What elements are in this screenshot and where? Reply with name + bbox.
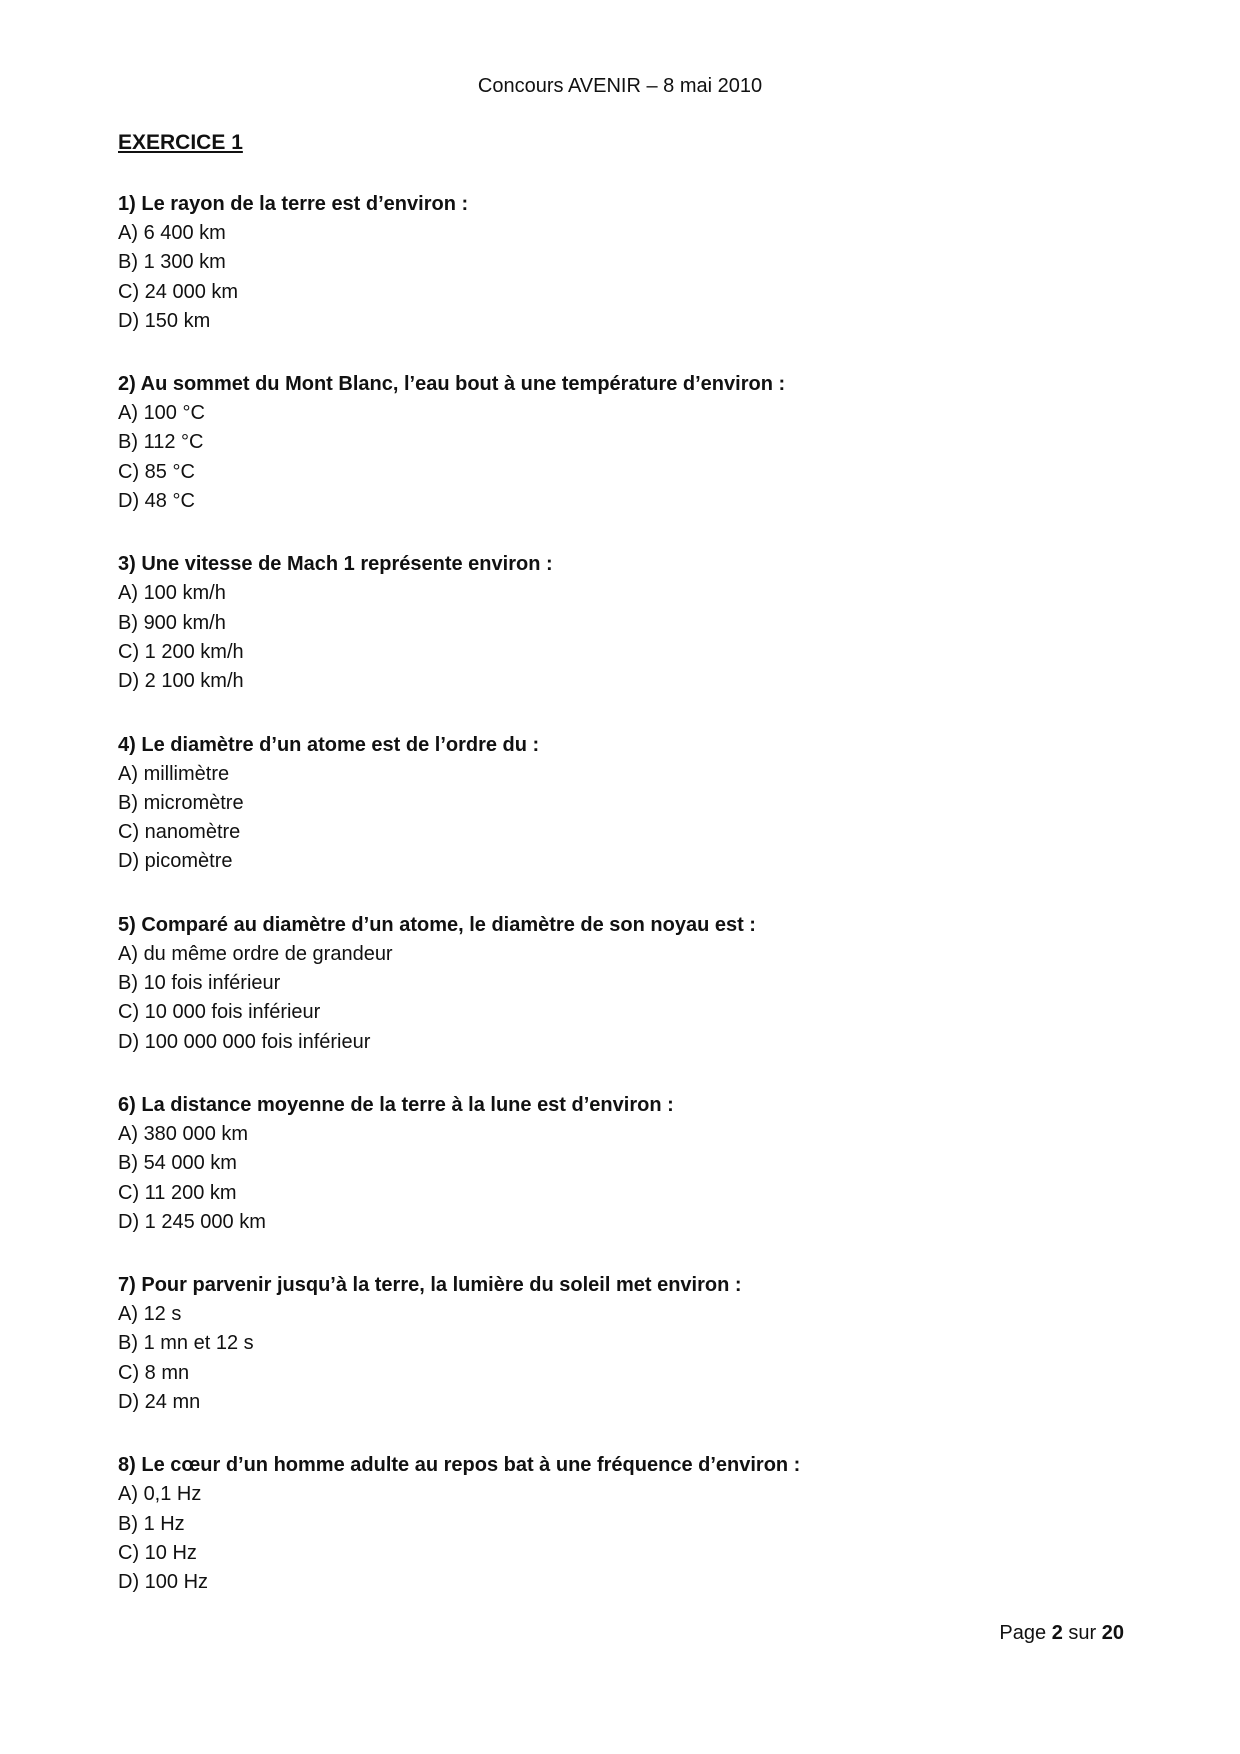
option-letter: D) — [118, 1030, 140, 1053]
answer-option — [118, 1329, 1118, 1358]
option-text: 1 Hz — [143, 1512, 185, 1535]
answer-option — [118, 998, 1118, 1027]
answer-option — [118, 487, 1118, 516]
option-text: 1 mn et 12 s — [143, 1332, 254, 1355]
question-1 — [118, 190, 1118, 336]
answer-option — [118, 969, 1118, 998]
answer-option — [118, 940, 1118, 969]
option-text: millimètre — [143, 762, 230, 785]
question-7 — [118, 1271, 1118, 1417]
answer-option — [118, 760, 1118, 789]
option-letter: A) — [118, 1303, 138, 1326]
total-pages: 20 — [1101, 1622, 1124, 1644]
question-body: Pour parvenir jusqu’à la terre, la lumière du soleil met environ : — [141, 1274, 742, 1297]
header-title: Concours AVENIR – 8 mai 2010 — [477, 75, 763, 97]
answer-option — [118, 1510, 1118, 1539]
option-text: 900 km/h — [143, 611, 226, 634]
option-text: du même ordre de grandeur — [143, 942, 393, 965]
option-letter: C) — [118, 821, 140, 844]
option-letter: A) — [118, 582, 138, 605]
option-text: 10 fois inférieur — [143, 972, 281, 995]
option-letter: A) — [118, 1122, 138, 1145]
question-text — [118, 1091, 1118, 1120]
answer-option — [118, 638, 1118, 667]
answer-option — [118, 278, 1118, 307]
question-body: Une vitesse de Mach 1 représente environ : — [141, 553, 553, 576]
question-number: 1) — [118, 193, 136, 215]
option-letter: C) — [118, 1181, 140, 1204]
option-text: 150 km — [144, 309, 211, 332]
option-letter: D) — [118, 850, 140, 873]
answer-option — [118, 847, 1118, 876]
option-letter: D) — [118, 1571, 140, 1594]
option-letter: D) — [118, 309, 140, 332]
option-text: 1 200 km/h — [144, 640, 244, 663]
option-letter: C) — [118, 1541, 140, 1564]
answer-option — [118, 1149, 1118, 1178]
answer-option — [118, 609, 1118, 638]
option-letter: B) — [118, 791, 138, 814]
answer-option — [118, 248, 1118, 277]
answer-option — [118, 667, 1118, 696]
option-letter: C) — [118, 280, 140, 303]
option-text: 100 Hz — [144, 1571, 209, 1594]
option-letter: B) — [118, 1512, 138, 1535]
question-2 — [118, 370, 1118, 516]
answer-option — [118, 1028, 1118, 1057]
exercise-content — [118, 130, 1118, 1632]
answer-option — [118, 1179, 1118, 1208]
sur-label: sur — [1068, 1622, 1097, 1644]
answer-option — [118, 1300, 1118, 1329]
answer-option — [118, 1480, 1118, 1509]
option-text: 12 s — [143, 1303, 182, 1326]
question-text — [118, 1271, 1118, 1300]
option-text: 6 400 km — [143, 222, 226, 244]
option-letter: C) — [118, 640, 140, 663]
answer-option — [118, 307, 1118, 336]
option-text: 48 °C — [144, 490, 195, 513]
option-text: 1 300 km — [143, 251, 226, 274]
question-number: 8) — [118, 1454, 136, 1477]
option-text: 112 °C — [143, 431, 204, 454]
option-letter: B) — [118, 251, 138, 274]
option-letter: B) — [118, 1332, 138, 1355]
page-footer — [999, 1620, 1124, 1646]
question-text — [118, 1451, 1118, 1480]
option-letter: A) — [118, 762, 138, 785]
option-text: 10 Hz — [144, 1541, 197, 1564]
option-letter: D) — [118, 1210, 140, 1233]
option-letter: A) — [118, 402, 138, 425]
question-body: Le cœur d’un homme adulte au repos bat à une fréquence d’environ : — [141, 1454, 801, 1477]
question-5 — [118, 911, 1118, 1057]
answer-option — [118, 1208, 1118, 1237]
answer-option — [118, 579, 1118, 608]
option-text: nanomètre — [144, 821, 241, 844]
option-text: 54 000 km — [143, 1152, 237, 1175]
page-header — [0, 73, 1240, 99]
question-8 — [118, 1451, 1118, 1597]
option-letter: B) — [118, 1152, 138, 1175]
question-number: 6) — [118, 1093, 136, 1116]
question-text — [118, 190, 1118, 219]
answer-option — [118, 1359, 1118, 1388]
question-6 — [118, 1091, 1118, 1237]
question-body: La distance moyenne de la terre à la lune est d’environ : — [141, 1093, 674, 1116]
option-letter: C) — [118, 1361, 140, 1384]
option-letter: D) — [118, 670, 140, 693]
option-text: 2 100 km/h — [144, 670, 244, 693]
option-text: picomètre — [144, 850, 233, 873]
option-text: 8 mn — [144, 1361, 190, 1384]
option-letter: A) — [118, 942, 138, 965]
answer-option — [118, 1388, 1118, 1417]
option-letter: B) — [118, 972, 138, 995]
answer-option — [118, 1120, 1118, 1149]
option-text: 24 000 km — [144, 280, 239, 303]
question-body: Au sommet du Mont Blanc, l’eau bout à une température d’environ : — [140, 373, 786, 396]
question-number: 4) — [118, 733, 136, 756]
option-text: 10 000 fois inférieur — [144, 1001, 321, 1024]
option-letter: C) — [118, 460, 140, 483]
option-text: 0,1 Hz — [143, 1483, 202, 1506]
option-text: 24 mn — [144, 1391, 201, 1414]
option-text: micromètre — [143, 791, 244, 814]
option-text: 100 km/h — [143, 582, 226, 605]
page-label: Page — [999, 1622, 1047, 1644]
answer-option — [118, 1568, 1118, 1597]
exercise-title: EXERCICE 1 — [118, 131, 243, 154]
answer-option — [118, 1539, 1118, 1568]
question-body: Comparé au diamètre d’un atome, le diamètre de son noyau est : — [141, 913, 756, 936]
option-letter: B) — [118, 431, 138, 454]
option-text: 380 000 km — [143, 1122, 249, 1145]
option-letter: B) — [118, 611, 138, 634]
question-body: Le diamètre d’un atome est de l’ordre du : — [141, 733, 540, 756]
question-text — [118, 370, 1118, 399]
option-letter: D) — [118, 1391, 140, 1414]
question-4 — [118, 731, 1118, 877]
question-text — [118, 550, 1118, 579]
option-letter: A) — [118, 1483, 138, 1506]
answer-option — [118, 789, 1118, 818]
option-text: 100 °C — [143, 402, 205, 425]
question-body: Le rayon de la terre est d’environ : — [141, 193, 469, 215]
option-text: 100 000 000 fois inférieur — [144, 1030, 371, 1053]
option-letter: C) — [118, 1001, 140, 1024]
question-text — [118, 731, 1118, 760]
option-text: 85 °C — [144, 460, 195, 483]
question-text — [118, 911, 1118, 940]
answer-option — [118, 399, 1118, 428]
option-text: 11 200 km — [144, 1181, 237, 1204]
question-number: 3) — [118, 553, 136, 576]
page-number: 2 — [1051, 1622, 1063, 1644]
answer-option — [118, 818, 1118, 847]
question-number: 5) — [118, 913, 136, 936]
question-3 — [118, 550, 1118, 696]
answer-option — [118, 458, 1118, 487]
answer-option — [118, 428, 1118, 457]
question-number: 7) — [118, 1274, 136, 1297]
option-text: 1 245 000 km — [144, 1210, 266, 1233]
question-number: 2) — [118, 373, 136, 396]
option-letter: D) — [118, 490, 140, 513]
answer-option — [118, 219, 1118, 248]
option-letter: A) — [118, 222, 138, 244]
